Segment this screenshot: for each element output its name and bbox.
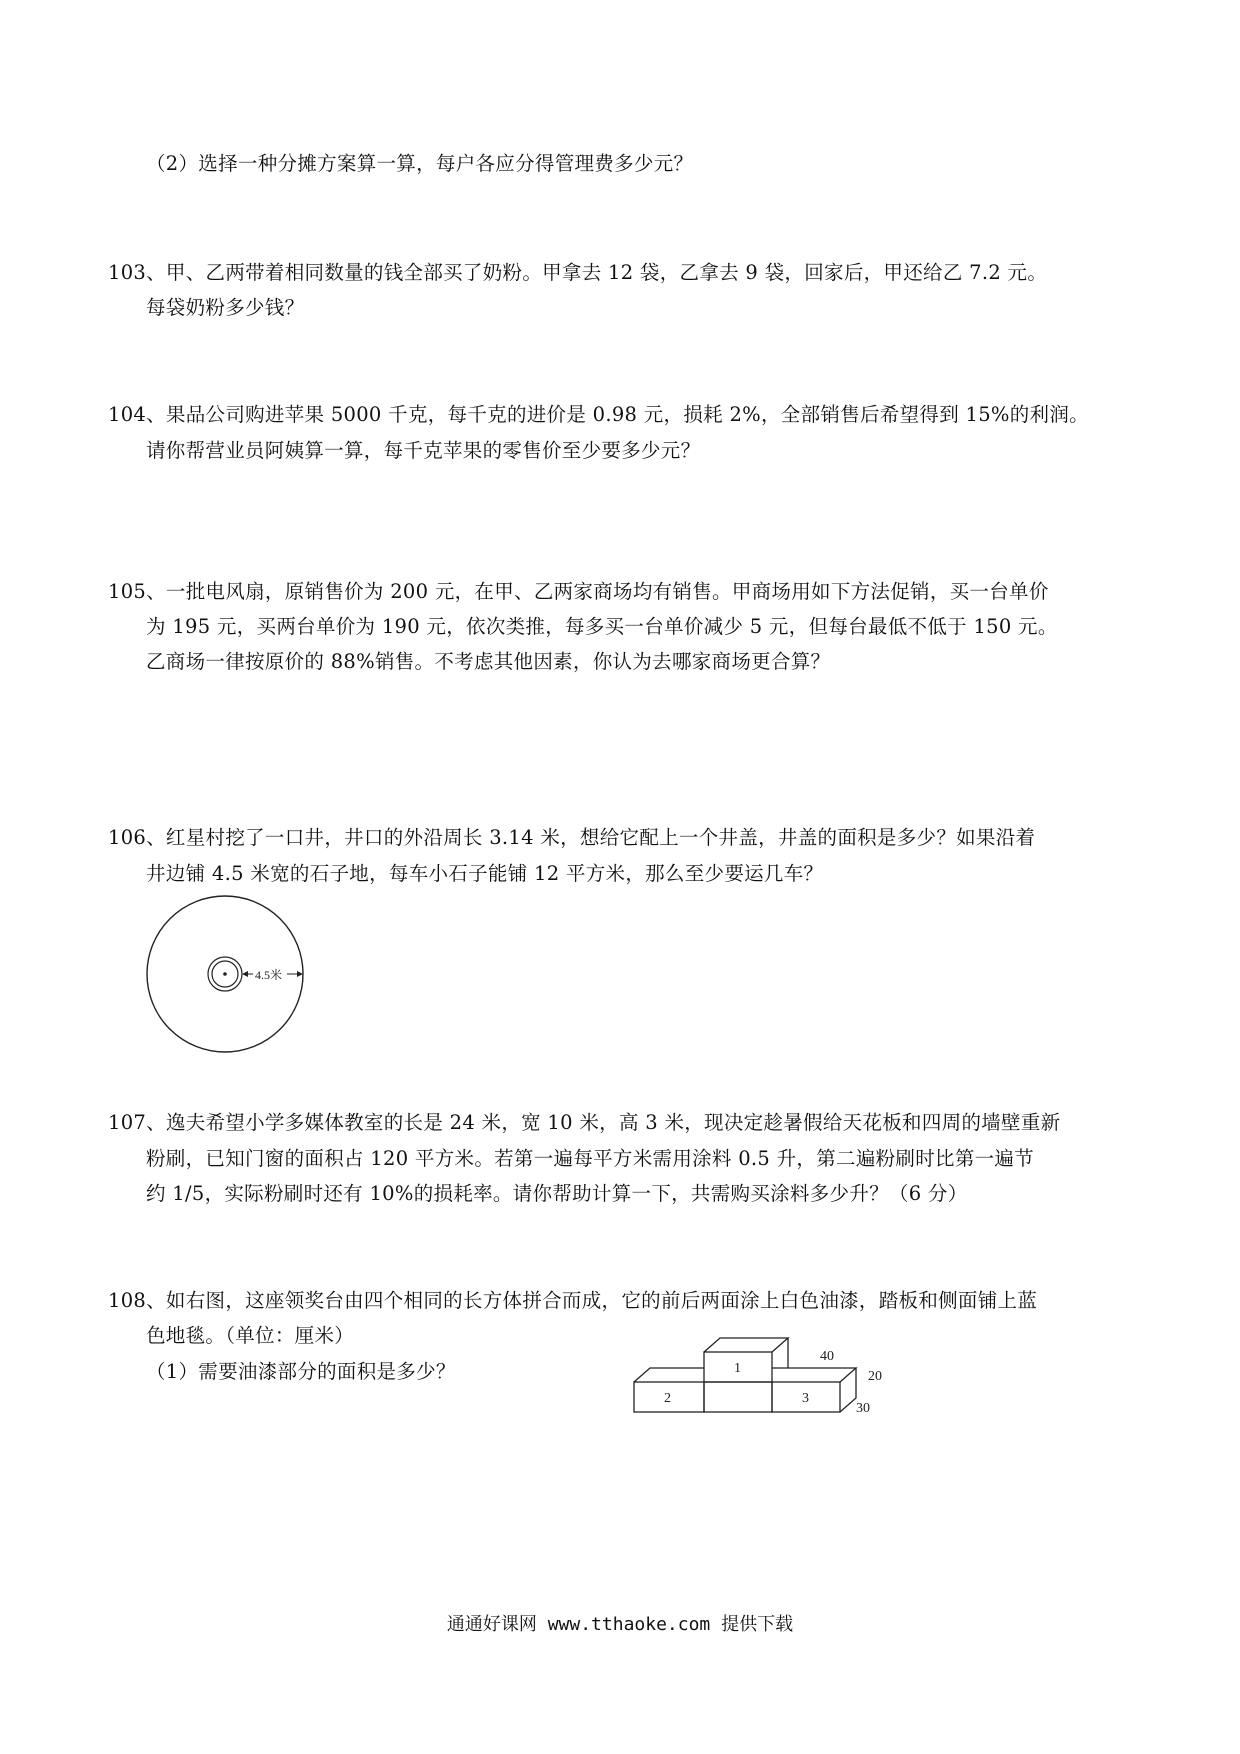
podium-diagram xyxy=(620,1330,900,1444)
q103-line1: 103、甲、乙两带着相同数量的钱全部买了奶粉。甲拿去 12 袋，乙拿去 9 袋，回家后，甲还给乙 7.2 元。 xyxy=(108,261,1048,284)
dimension-height: 20 xyxy=(868,1369,882,1384)
q105-line1: 105、一批电风扇，原销售价为 200 元，在甲、乙两家商场均有销售。甲商场用如下方法促销，买一台单价 xyxy=(108,580,1049,603)
q108-line2: 色地毯。（单位：厘米） xyxy=(146,1324,355,1347)
q102-part2: （2）选择一种分摊方案算一算，每户各应分得管理费多少元？ xyxy=(146,152,694,175)
q107-line1: 107、逸夫希望小学多媒体教室的长是 24 米，宽 10 米，高 3 米，现决定趁暑假给天花板和四周的墙壁重新 xyxy=(108,1111,1061,1134)
footer-credit: 通通好课网 www.tthaoke.com 提供下载 xyxy=(446,1614,794,1635)
dimension-width: 30 xyxy=(856,1401,870,1416)
block-label-1: 1 xyxy=(734,1361,741,1376)
dimension-label: 4.5米 xyxy=(255,968,283,982)
q108-part1: （1）需要油漆部分的面积是多少？ xyxy=(146,1360,456,1383)
block-label-2: 2 xyxy=(664,1391,671,1406)
q104-line2: 请你帮营业员阿姨算一算，每千克苹果的零售价至少要多少元？ xyxy=(146,439,701,462)
q104-line1: 104、果品公司购进苹果 5000 千克，每千克的进价是 0.98 元，损耗 2%，全部销售后希望得到 15%的利润。 xyxy=(108,403,1089,426)
q106-line1: 106、红星村挖了一口井，井口的外沿周长 3.14 米，想给它配上一个井盖，井盖的面积是多少？如果沿着 xyxy=(108,826,1036,849)
q107-line3: 约 1/5，实际粉刷时还有 10%的损耗率。请你帮助计算一下，共需购买涂料多少升？（6 分） xyxy=(146,1182,968,1205)
q103-line2: 每袋奶粉多少钱？ xyxy=(146,296,305,319)
center-dot xyxy=(223,972,227,976)
q105-line3: 乙商场一律按原价的 88%销售。不考虑其他因素，你认为去哪家商场更合算？ xyxy=(146,650,831,673)
q105-line2: 为 195 元，买两台单价为 190 元，依次类推，每多买一台单价减少 5 元，但每台最低不低于 150 元。 xyxy=(146,615,1058,638)
q108-line1: 108、如右图，这座领奖台由四个相同的长方体拼合而成，它的前后两面涂上白色油漆，踏板和侧面铺上蓝 xyxy=(108,1289,1038,1312)
block-label-3: 3 xyxy=(802,1391,809,1406)
q106-line2: 井边铺 4.5 米宽的石子地，每车小石子能铺 12 平方米，那么至少要运几车？ xyxy=(146,862,824,885)
q107-line2: 粉刷，已知门窗的面积占 120 平方米。若第一遍每平方米需用涂料 0.5 升，第二遍粉刷时比第一遍节 xyxy=(146,1147,1035,1170)
dimension-length: 40 xyxy=(820,1349,834,1364)
well-diagram xyxy=(140,894,320,1068)
